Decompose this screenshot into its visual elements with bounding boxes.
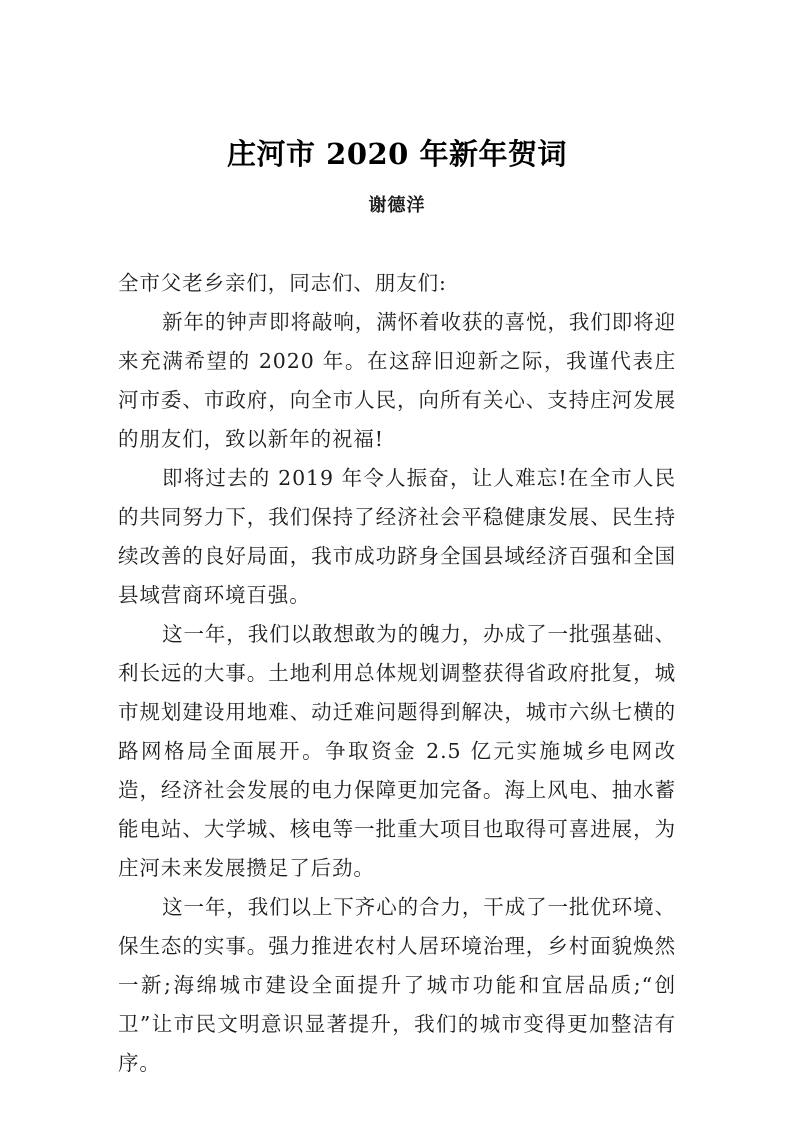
paragraph-year-review-2019: 即将过去的 2019 年令人振奋，让人难忘!在全市人民的共同努力下，我们保持了经济社会平稳健康发展、民生持续改善的良好局面，我市成功跻身全国县域经济百强和全国县域营商环境百强。 <box>118 466 676 607</box>
paragraph-infrastructure-achievements: 这一年，我们以敢想敢为的魄力，办成了一批强基础、利长远的大事。土地利用总体规划调整获得省政府批复，城市规划建设用地难、动迁难问题得到解决，城市六纵七横的路网格局全面展开。争取资金 2.5 亿元实施城乡电网改造，经济社会发展的电力保障更加完备。海上风电、抽水蓄能电站、大学城、核电等一批重大项目也取得可喜进展，为庄河未来发展攒足了后劲。 <box>118 622 676 880</box>
document-body <box>118 264 676 1083</box>
page-title: 庄河市 2020 年新年贺词 <box>227 137 567 171</box>
paragraph-new-year-greeting: 新年的钟声即将敲响，满怀着收获的喜悦，我们即将迎来充满希望的 2020 年。在这辞旧迎新之际，我谨代表庄河市委、市政府，向全市人民，向所有关心、支持庄河发展的朋友们，致以新年的祝福! <box>118 310 676 451</box>
document-author: 谢德洋 <box>368 195 426 216</box>
paragraph-environment-achievements: 这一年，我们以上下齐心的合力，干成了一批优环境、保生态的实事。强力推进农村人居环境治理，乡村面貌焕然一新;海绵城市建设全面提升了城市功能和宜居品质;“创卫”让市民文明意识显著提升，我们的城市变得更加整洁有序。 <box>118 895 676 1075</box>
paragraph-salutation: 全市父老乡亲们，同志们、朋友们: <box>118 271 447 295</box>
